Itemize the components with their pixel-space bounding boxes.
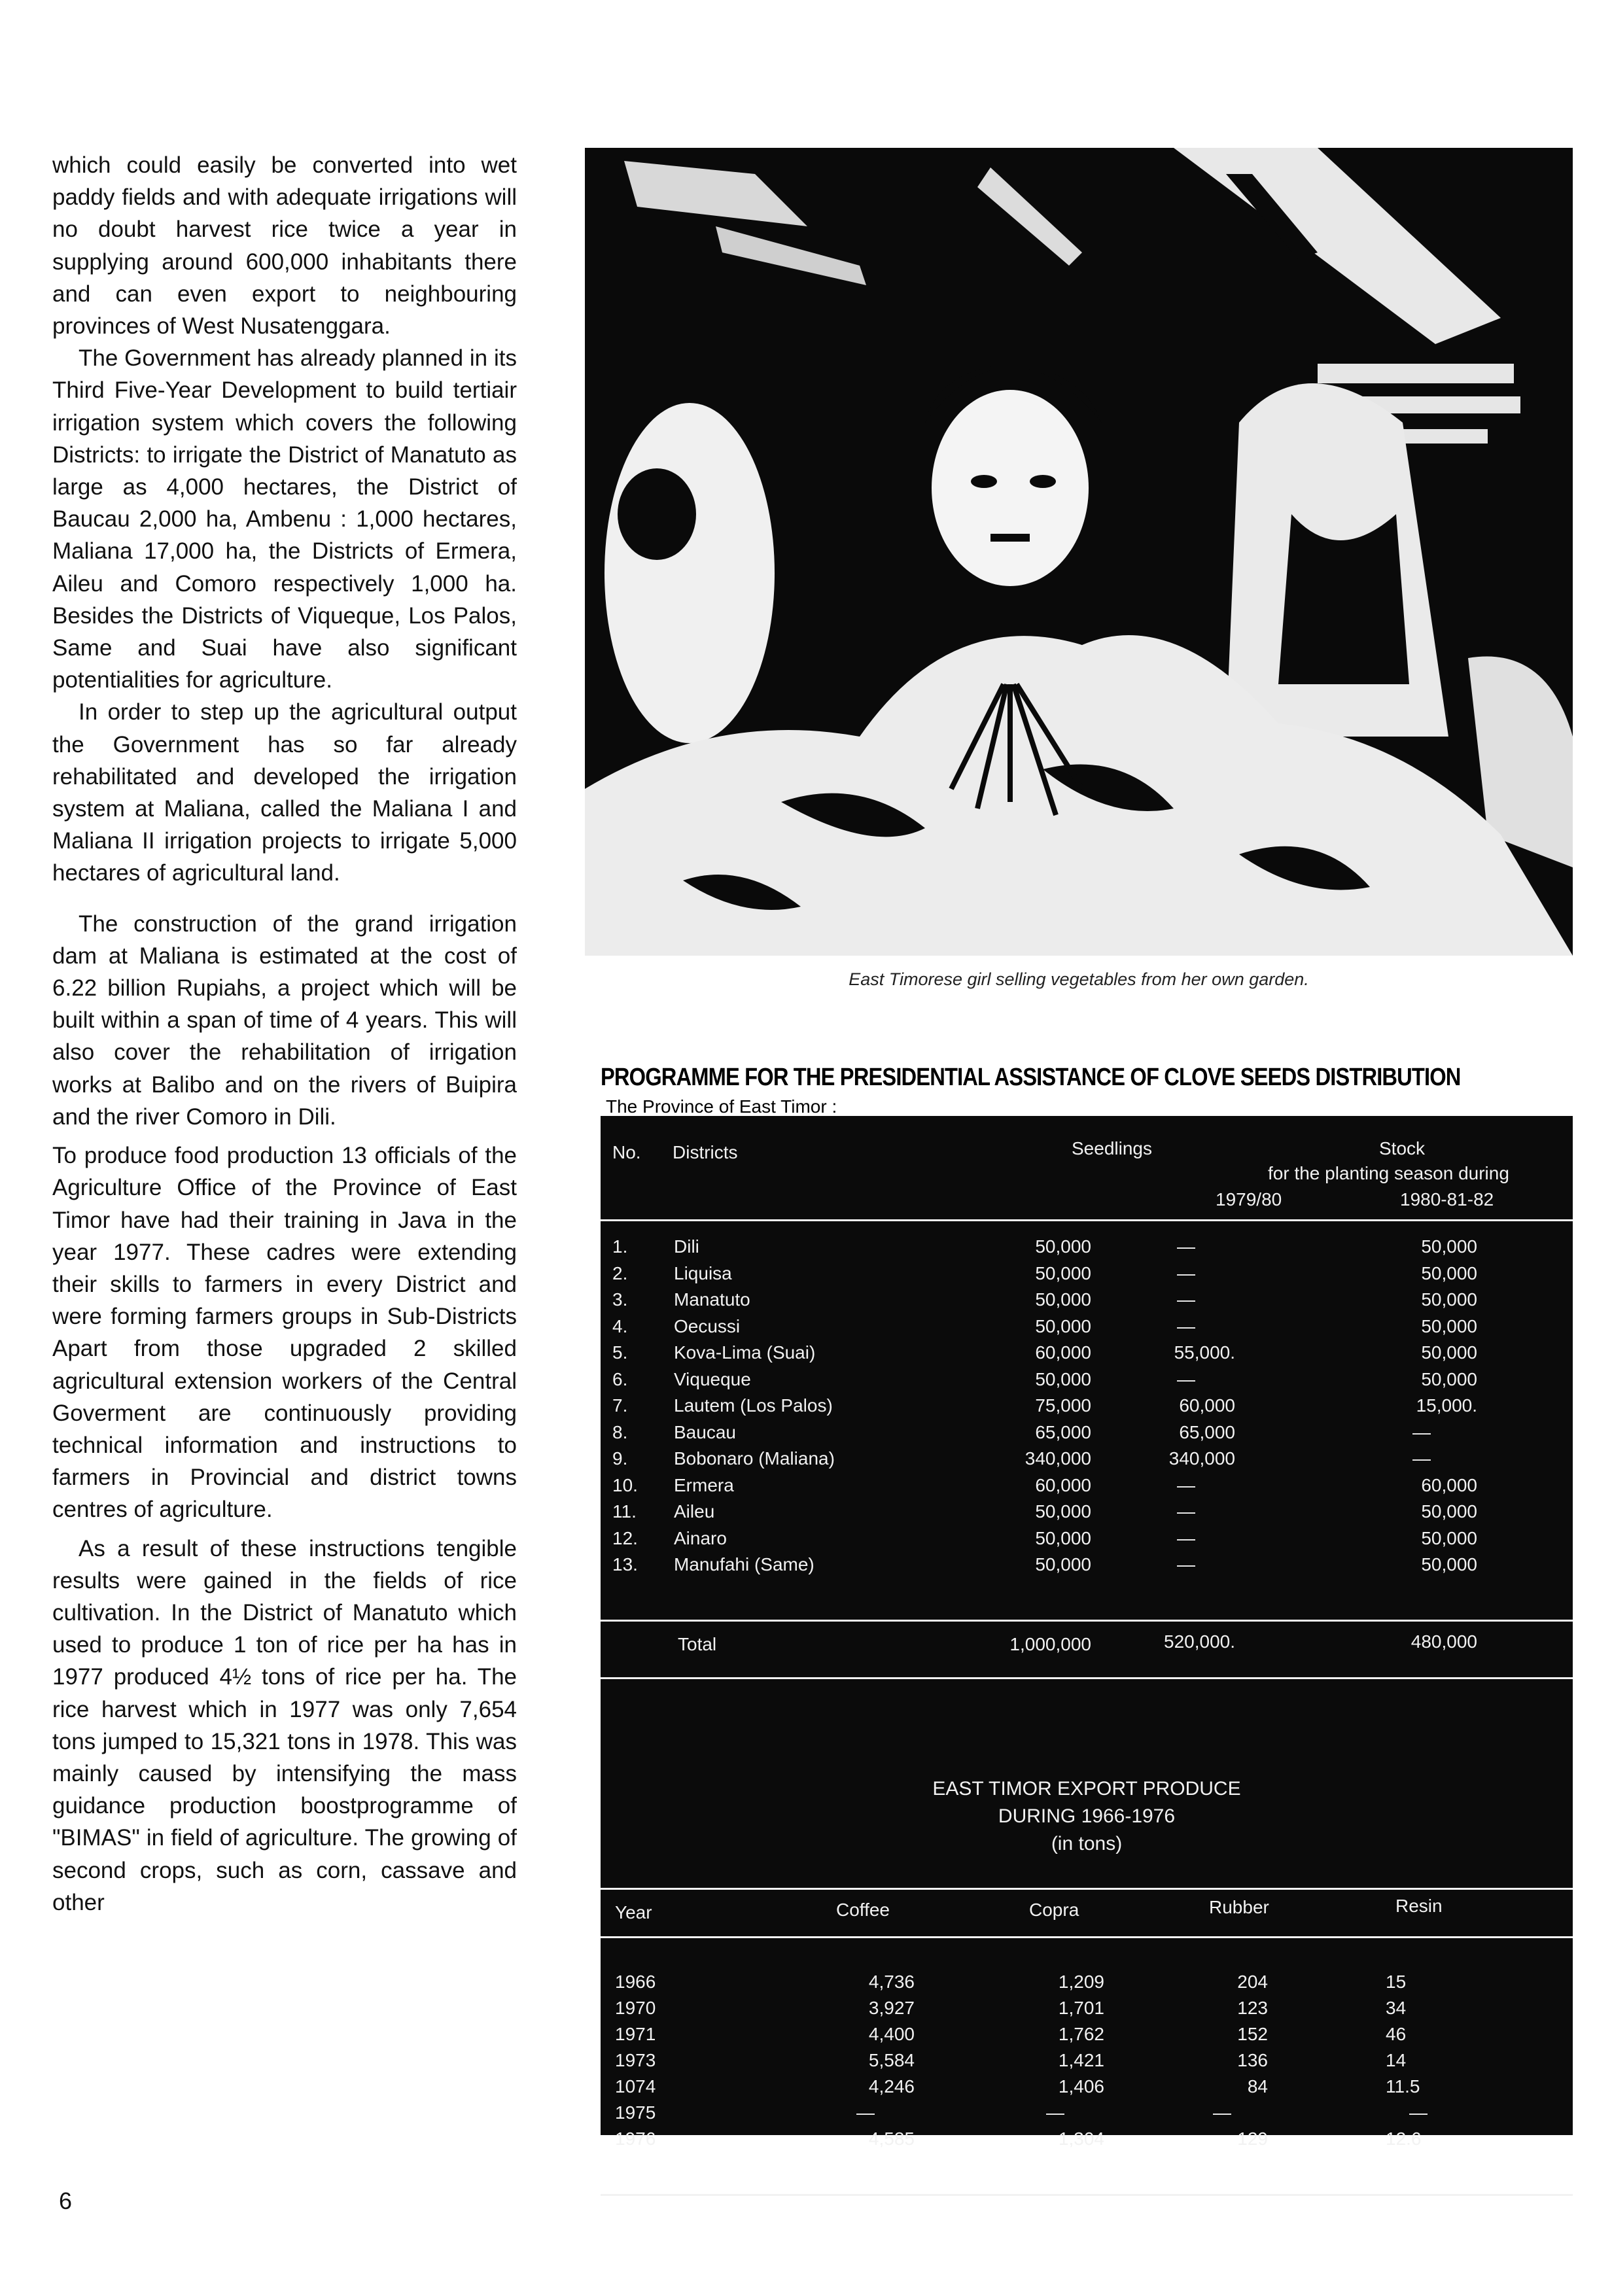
article-paragraph: The construction of the grand irrigation dam at Maliana is estimated at the cost of 6.22 billion Rupiahs, a project which will be built within a span of time of 4 years. This will also cover the rehabilitation of irrigation works at Balibo and on the rivers of Buipira and the river Comoro in Dili.	[52, 911, 517, 1130]
export-year: 1966	[615, 1972, 656, 1992]
article-paragraph: As a result of these instructions tengible results were gained in the fields of rice cultivation. In the District of Manatuto which used to produce 1 ton of rice per ha has in 1977 produced 4½ tons of rice per ha. The rice harvest which in 1977 was only 7,654 tons jumped to 15,321 tons in 1978. This was mainly caused by intensifying the mass guidance production boostprogramme of "BIMAS" in field of agriculture. The growing of second crops, such as corn, cassave and other	[52, 1535, 517, 1915]
row-district: Aileu	[674, 1501, 715, 1522]
col-header-seedlings: Seedlings	[1072, 1138, 1152, 1158]
row-stock-1979: 55,000.	[1174, 1342, 1235, 1363]
market-photo	[585, 148, 1573, 956]
export-rubber: 152	[1237, 2024, 1268, 2044]
row-no: 9.	[612, 1448, 628, 1469]
row-stock-1980: 50,000	[1421, 1369, 1477, 1389]
row-no: 12.	[612, 1528, 638, 1548]
row-seedlings: 50,000	[1035, 1369, 1091, 1389]
export-bottom-rule	[601, 2194, 1573, 2196]
export-coffee: 4,400	[868, 2024, 915, 2044]
row-stock-1980: 60,000	[1421, 1475, 1477, 1495]
export-coffee: 4,585	[868, 2129, 915, 2149]
row-district: Manatuto	[674, 1289, 750, 1310]
export-copra: 1,304	[1058, 2129, 1104, 2149]
row-district: Baucau	[674, 1422, 736, 1442]
row-district: Bobonaro (Maliana)	[674, 1448, 835, 1469]
row-no: 1.	[612, 1236, 628, 1257]
export-coffee: 3,927	[868, 1998, 915, 2018]
row-seedlings: 65,000	[1035, 1422, 1091, 1442]
row-no: 7.	[612, 1395, 628, 1416]
row-no: 5.	[612, 1342, 628, 1363]
row-stock-1979: 60,000	[1179, 1395, 1235, 1416]
export-rubber: 84	[1247, 2076, 1268, 2096]
row-seedlings: 340,000	[1025, 1448, 1091, 1469]
export-header-coffee: Coffee	[836, 1900, 890, 1920]
row-stock-1980: 50,000	[1421, 1554, 1477, 1574]
col-header-districts: Districts	[673, 1142, 738, 1162]
export-header-rule	[601, 1936, 1573, 1938]
export-resin: 34	[1386, 1998, 1407, 2018]
row-stock-1980: 50,000	[1421, 1316, 1477, 1336]
header-rule	[601, 1219, 1573, 1221]
row-seedlings: 50,000	[1035, 1554, 1091, 1574]
row-stock-1979: 65,000	[1179, 1422, 1235, 1442]
row-district: Manufahi (Same)	[674, 1554, 815, 1574]
total-seedlings: 1,000,000	[1009, 1634, 1091, 1654]
row-seedlings: 50,000	[1035, 1236, 1091, 1257]
row-stock-1979: 340,000	[1168, 1448, 1235, 1469]
row-district: Liquisa	[674, 1263, 732, 1283]
export-rubber: 123	[1237, 1998, 1268, 2018]
export-year: 1971	[615, 2024, 656, 2044]
export-copra: 1,762	[1058, 2024, 1104, 2044]
row-stock-1979: —	[1177, 1554, 1195, 1574]
export-rubber: 129	[1237, 2129, 1268, 2149]
row-no: 13.	[612, 1554, 638, 1574]
export-copra: 1,701	[1058, 1998, 1104, 2018]
row-seedlings: 50,000	[1035, 1528, 1091, 1548]
export-copra: 1,209	[1058, 1972, 1104, 1992]
article-column	[52, 149, 517, 1919]
export-coffee: 5,584	[868, 2050, 915, 2070]
row-stock-1980: 15,000.	[1416, 1395, 1477, 1416]
clove-table	[601, 1121, 1573, 2149]
export-header-year: Year	[615, 1902, 652, 1922]
row-no: 6.	[612, 1369, 628, 1389]
export-header-rubber: Rubber	[1209, 1897, 1269, 1917]
row-no: 8.	[612, 1422, 628, 1442]
clove-table-title-bar	[601, 1044, 1573, 1116]
row-stock-1979: —	[1177, 1528, 1195, 1548]
export-header-copra: Copra	[1029, 1900, 1079, 1920]
page-number: 6	[59, 2187, 73, 2214]
row-seedlings: 50,000	[1035, 1501, 1091, 1522]
row-stock-1980: 50,000	[1421, 1289, 1477, 1310]
row-stock-1980: 50,000	[1421, 1263, 1477, 1283]
row-stock-1979: —	[1177, 1316, 1195, 1336]
total-label: Total	[678, 1634, 717, 1654]
photo-caption: East Timorese girl selling vegetables from her own garden.	[849, 969, 1309, 989]
clove-table-province: The Province of East Timor :	[606, 1096, 837, 1117]
article-paragraph: which could easily be converted into wet paddy fields and with adequate irrigations will no doubt harvest rice twice a year in supplying around 600,000 inhabitants there and can even export to neighbouring provinces of West Nusatenggara.	[52, 152, 517, 339]
row-no: 11.	[612, 1501, 637, 1522]
col-header-stock-sub: for the planting season during	[1268, 1163, 1509, 1183]
export-coffee: 4,736	[868, 1972, 915, 1992]
export-rubber: 204	[1237, 1972, 1268, 1992]
row-stock-1979: —	[1177, 1501, 1195, 1522]
export-rubber: 136	[1237, 2050, 1268, 2070]
row-no: 3.	[612, 1289, 628, 1310]
export-title-line-3: (in tons)	[1051, 1833, 1123, 1854]
export-coffee: 4,246	[868, 2076, 915, 2096]
export-coffee: —	[856, 2102, 875, 2123]
row-stock-1979: —	[1177, 1475, 1195, 1495]
export-resin: 46	[1386, 2024, 1407, 2044]
clove-table-title: PROGRAMME FOR THE PRESIDENTIAL ASSISTANCE OF CLOVE SEEDS DISTRIBUTION	[601, 1064, 1461, 1091]
row-seedlings: 60,000	[1035, 1475, 1091, 1495]
col-header-year2: 1980-81-82	[1400, 1189, 1494, 1209]
export-top-rule	[601, 1888, 1573, 1890]
article-paragraph: The Government has already planned in its Third Five-Year Development to build tertiair irrigation system which covers the following Districts: to irrigate the District of Manatuto as large as 4,000 hectares, the District of Baucau 2,000 ha, Ambenu : 1,000 hectares, Maliana 17,000 ha, the Districts of Ermera, Aileu and Comoro respectively 1,000 ha. Besides the Districts of Viqueque, Los Palos, Same and Suai have also significant potentialities for agriculture.	[52, 345, 517, 693]
export-title-line-1: EAST TIMOR EXPORT PRODUCE	[932, 1778, 1241, 1800]
row-no: 2.	[612, 1263, 628, 1283]
clove-bottom-rule	[601, 1677, 1573, 1679]
export-copra: 1,421	[1058, 2050, 1104, 2070]
row-stock-1980: 50,000	[1421, 1501, 1477, 1522]
export-title-line-2: DURING 1966-1976	[998, 1805, 1176, 1827]
total-rule	[601, 1620, 1573, 1622]
export-resin: 15	[1386, 1972, 1407, 1992]
row-seedlings: 50,000	[1035, 1263, 1091, 1283]
total-year1: 520,000.	[1164, 1631, 1235, 1652]
row-seedlings: 50,000	[1035, 1316, 1091, 1336]
export-year: 1074	[615, 2076, 656, 2096]
row-stock-1980: —	[1412, 1448, 1431, 1469]
export-rubber: —	[1213, 2102, 1231, 2123]
row-district: Dili	[674, 1236, 699, 1257]
export-resin: 11.5	[1386, 2076, 1420, 2096]
row-stock-1980: —	[1412, 1422, 1431, 1442]
col-header-year1: 1979/80	[1216, 1189, 1282, 1209]
col-header-no: No.	[612, 1142, 641, 1162]
row-district: Ainaro	[674, 1528, 727, 1548]
row-stock-1979: —	[1177, 1263, 1195, 1283]
export-year: 1976	[615, 2129, 656, 2149]
export-copra: 1,406	[1058, 2076, 1104, 2096]
article-paragraph: In order to step up the agricultural output the Government has so far already rehabilitated and developed the irrigation system at Maliana, called the Maliana I and Maliana II irrigation projects to irrigate 5,000 hectares of agricultural land.	[52, 699, 517, 886]
tables-panel	[601, 1044, 1573, 2149]
row-stock-1979: —	[1177, 1369, 1195, 1389]
row-district: Kova-Lima (Suai)	[674, 1342, 816, 1363]
export-header-resin: Resin	[1395, 1896, 1443, 1916]
export-year: 1975	[615, 2102, 656, 2123]
row-stock-1980: 50,000	[1421, 1528, 1477, 1548]
row-stock-1979: —	[1177, 1236, 1195, 1257]
row-stock-1980: 50,000	[1421, 1342, 1477, 1363]
row-district: Viqueque	[674, 1369, 751, 1389]
export-resin: —	[1409, 2102, 1428, 2123]
total-year2: 480,000	[1410, 1631, 1477, 1652]
row-district: Ermera	[674, 1475, 734, 1495]
export-resin: 14	[1386, 2050, 1407, 2070]
row-no: 4.	[612, 1316, 628, 1336]
export-copra: —	[1046, 2102, 1064, 2123]
row-stock-1979: —	[1177, 1289, 1195, 1310]
photo-illustration	[585, 148, 1573, 956]
export-resin: 12.6	[1386, 2129, 1422, 2149]
export-year: 1970	[615, 1998, 656, 2018]
export-year: 1973	[615, 2050, 656, 2070]
row-seedlings: 75,000	[1035, 1395, 1091, 1416]
row-seedlings: 50,000	[1035, 1289, 1091, 1310]
row-district: Lautem (Los Palos)	[674, 1395, 833, 1416]
row-no: 10.	[612, 1475, 638, 1495]
row-stock-1980: 50,000	[1421, 1236, 1477, 1257]
row-seedlings: 60,000	[1035, 1342, 1091, 1363]
article-paragraph: To produce food production 13 officials of the Agriculture Office of the Province of East Timor have had their training in Java in the year 1977. These cadres were extending their skills to farmers in every District and were forming farmers groups in Sub-Districts Apart from those upgraded 2 skilled agricultural extension workers of the Central Goverment are continuously providing technical information and instructions to farmers in Provincial and district towns centres of agriculture.	[52, 1143, 517, 1523]
row-district: Oecussi	[674, 1316, 741, 1336]
col-header-stock: Stock	[1379, 1138, 1426, 1158]
